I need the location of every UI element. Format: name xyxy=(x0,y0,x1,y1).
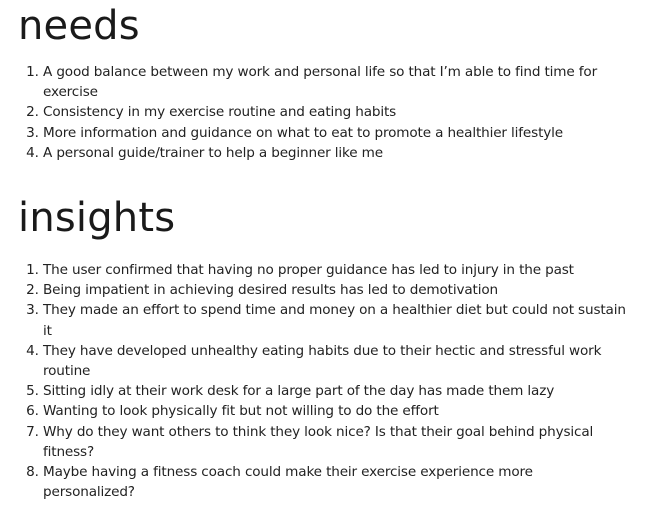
needs-item: 1. A good balance between my work and personal life so that I’m able to find time for exercise xyxy=(43,62,627,102)
needs-section xyxy=(18,0,627,163)
needs-item: 4. A personal guide/trainer to help a beginner like me xyxy=(43,143,627,163)
needs-item: 2. Consistency in my exercise routine and eating habits xyxy=(43,102,627,122)
insights-item: 6. Wanting to look physically fit but not willing to do the effort xyxy=(43,401,627,421)
insights-item: 1. The user confirmed that having no proper guidance has led to injury in the past xyxy=(43,260,627,280)
insights-item: 7. Why do they want others to think they look nice? Is that their goal behind physical fitness? xyxy=(43,422,627,462)
insights-item: 5. Sitting idly at their work desk for a large part of the day has made them lazy xyxy=(43,381,627,401)
insights-list xyxy=(18,260,627,502)
insights-item: 3. They made an effort to spend time and money on a healthier diet but could not sustain it xyxy=(43,300,627,340)
insights-heading: insights xyxy=(18,195,176,241)
needs-item: 3. More information and guidance on what to eat to promote a healthier lifestyle xyxy=(43,123,627,143)
insights-item: 4. They have developed unhealthy eating habits due to their hectic and stressful work routine xyxy=(43,341,627,381)
insights-section xyxy=(18,192,627,502)
insights-item: 8. Maybe having a fitness coach could make their exercise experience more personalized? xyxy=(43,462,627,502)
needs-heading: needs xyxy=(18,3,140,49)
needs-list xyxy=(18,62,627,163)
insights-item: 2. Being impatient in achieving desired results has led to demotivation xyxy=(43,280,627,300)
